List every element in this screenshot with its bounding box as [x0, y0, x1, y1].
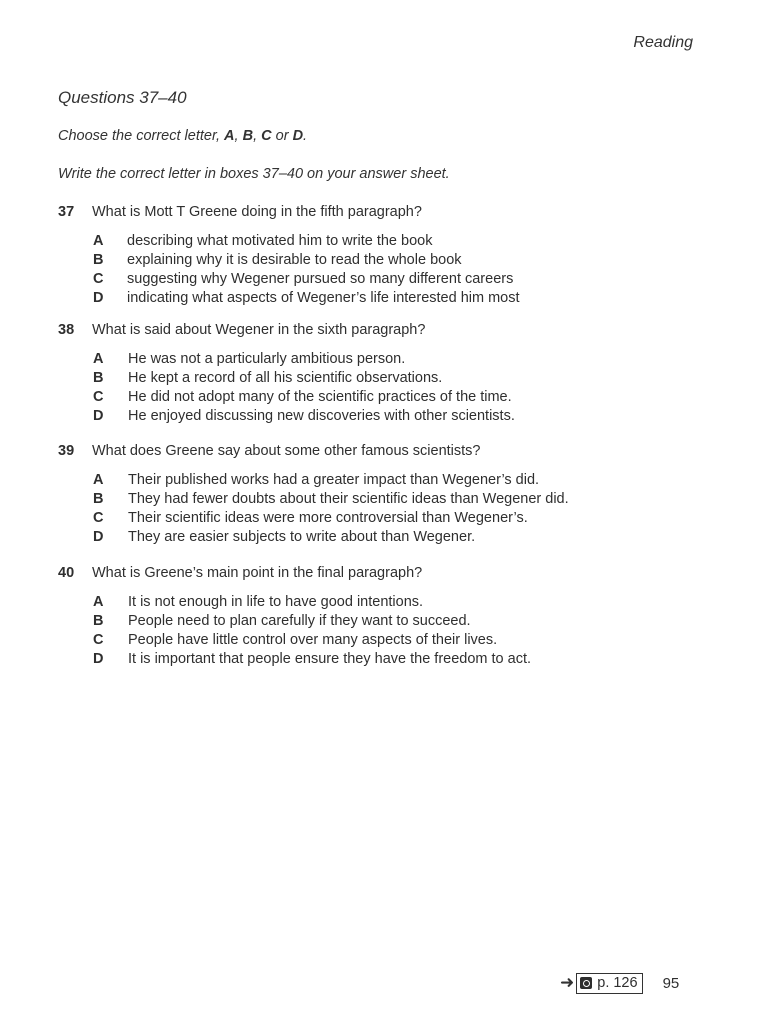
- question-number: 37: [58, 204, 75, 220]
- option-c: [58, 510, 698, 529]
- option-d: [58, 529, 698, 548]
- option-a: [58, 472, 698, 491]
- option-text: It is not enough in life to have good intentions.: [128, 594, 424, 610]
- option-text: explaining why it is desirable to read the whole book: [127, 252, 462, 268]
- question-text: What is Mott T Greene doing in the fifth paragraph?: [92, 204, 422, 220]
- instruction-write: Write the correct letter in boxes 37–40 on your answer sheet.: [58, 166, 450, 182]
- option-text: People need to plan carefully if they want to succeed.: [128, 613, 471, 629]
- option-list: [58, 233, 698, 309]
- answer-key-icon: [580, 977, 592, 989]
- option-letter: A: [93, 351, 104, 367]
- option-c: [58, 632, 698, 651]
- option-letter: A: [93, 472, 104, 488]
- question-number: 39: [58, 443, 75, 459]
- question-37: [58, 204, 698, 309]
- letter-c: C: [261, 128, 272, 144]
- option-text: People have little control over many aspects of their lives.: [128, 632, 498, 648]
- question-number: 40: [58, 565, 75, 581]
- option-letter: B: [93, 252, 104, 268]
- option-letter: D: [93, 651, 104, 667]
- option-d: [58, 651, 698, 670]
- option-text: He did not adopt many of the scientific practices of the time.: [128, 389, 512, 405]
- question-text: What does Greene say about some other famous scientists?: [92, 443, 481, 459]
- separator: ,: [253, 128, 262, 144]
- option-letter: A: [93, 594, 104, 610]
- period: .: [303, 128, 308, 144]
- option-letter: C: [93, 271, 104, 287]
- option-b: [58, 491, 698, 510]
- option-d: [58, 290, 698, 309]
- question-text: What is said about Wegener in the sixth paragraph?: [92, 322, 426, 338]
- question-40: [58, 565, 698, 670]
- option-list: [58, 351, 698, 427]
- option-text: He kept a record of all his scientific observations.: [128, 370, 443, 386]
- option-c: [58, 389, 698, 408]
- option-list: [58, 472, 698, 548]
- option-text: It is important that people ensure they have the freedom to act.: [128, 651, 532, 667]
- option-text: Their scientific ideas were more controversial than Wegener’s.: [128, 510, 528, 526]
- option-text: He enjoyed discussing new discoveries with other scientists.: [128, 408, 515, 424]
- question-text: What is Greene’s main point in the final paragraph?: [92, 565, 423, 581]
- option-text: They are easier subjects to write about than Wegener.: [128, 529, 476, 545]
- option-text: suggesting why Wegener pursued so many different careers: [127, 271, 514, 287]
- letter-a: A: [224, 128, 235, 144]
- instruction-choose: [58, 128, 307, 144]
- option-letter: D: [93, 290, 104, 306]
- option-letter: B: [93, 613, 104, 629]
- option-b: [58, 370, 698, 389]
- option-list: [58, 594, 698, 670]
- question-number: 38: [58, 322, 75, 338]
- instruction-text: Choose the correct letter,: [58, 128, 225, 144]
- option-text: describing what motivated him to write the book: [127, 233, 433, 249]
- option-b: [58, 252, 698, 271]
- section-label: Reading: [633, 34, 693, 51]
- separator: ,: [234, 128, 243, 144]
- page-number: 95: [662, 974, 680, 992]
- option-letter: A: [93, 233, 104, 249]
- question-39: [58, 443, 698, 548]
- option-a: [58, 233, 698, 252]
- letter-b: B: [242, 128, 254, 144]
- option-text: He was not a particularly ambitious person.: [128, 351, 406, 367]
- option-b: [58, 613, 698, 632]
- page-footer: [560, 972, 679, 994]
- option-letter: B: [93, 370, 104, 386]
- arrow-right-icon: ➜: [560, 973, 575, 992]
- option-text: Their published works had a greater impact than Wegener’s did.: [128, 472, 540, 488]
- question-38: [58, 322, 698, 427]
- option-d: [58, 408, 698, 427]
- option-c: [58, 271, 698, 290]
- questions-heading: Questions 37–40: [58, 88, 187, 107]
- or-text: or: [271, 128, 293, 144]
- reference-page: p. 126: [597, 975, 638, 991]
- option-letter: C: [93, 510, 104, 526]
- answer-key-reference[interactable]: [576, 973, 642, 994]
- option-text: They had fewer doubts about their scientific ideas than Wegener did.: [128, 491, 569, 507]
- letter-d: D: [292, 128, 304, 144]
- option-letter: C: [93, 389, 104, 405]
- option-text: indicating what aspects of Wegener’s life interested him most: [127, 290, 520, 306]
- option-a: [58, 594, 698, 613]
- option-letter: C: [93, 632, 104, 648]
- option-letter: B: [93, 491, 104, 507]
- option-letter: D: [93, 408, 104, 424]
- option-letter: D: [93, 529, 104, 545]
- option-a: [58, 351, 698, 370]
